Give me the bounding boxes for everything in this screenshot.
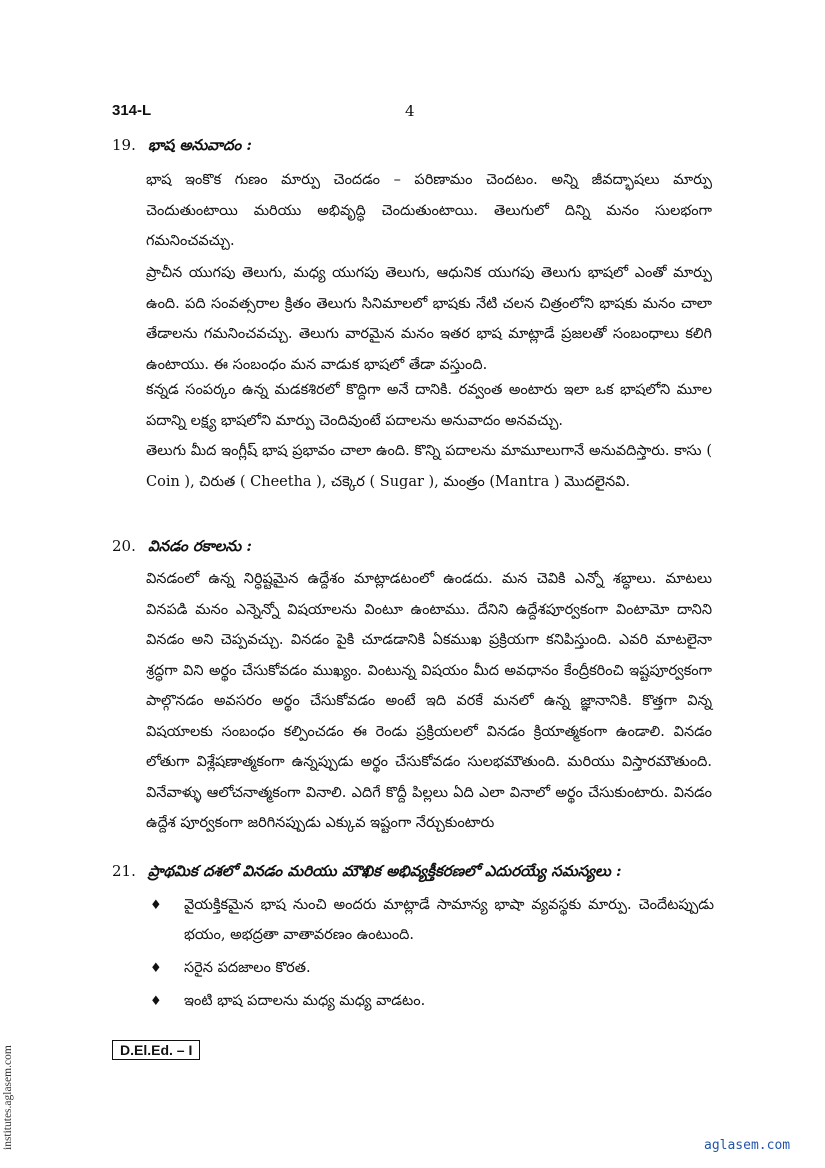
q20-paragraph: వినడంలో ఉన్న నిర్ధిష్టమైన ఉద్దేశం మాట్లాడటంలో ఉండదు. మన చెవికి ఎన్నో శబ్ధాలు. మాటలు వినపడి మనం ఎన్నెన్నో విషయాలను వింటూ ఉంటాము. దేనిని ఉద్దేశపూర్వకంగా వింటామో దానిని వినడం అని చెప్పవచ్చు. వినడం పైకి చూడడానికి ఏకముఖ ప్రక్రియగా కనిపిస్తుంది. ఎవరి మాటలైనా శ్రద్ధగా విని అర్థం చేసుకోవడం ముఖ్యం. వింటున్న విషయం మీద అవధానం కేంద్రీకరించి ఇష్టపూర్వకంగా పాల్గొనడం అవసరం అర్థం చేసుకోవడం అంటే ఇది వరకే మనలో ఉన్న జ్ఞానానికి. కొత్తగా విన్న విషయాలకు సంబంధం కల్పించడం ఈ రెండు ప్రక్రియలలో వినడం క్రియాత్మకంగా ఉండాలి. వినడం లోతుగా విశ్లేషణాత్మకంగా ఉన్నప్పుడు అర్థం చేసుకోవడం సులభమౌతుంది. మరియు విస్తారమౌతుంది. వినేవాళ్ళు ఆలోచనాత్మకంగా వినాలి. ఎదిగే కొద్దీ పిల్లలు ఏది ఎలా వినాలో అర్థం చేసుకుంటారు. వినడం ఉద్దేశ పూర్వకంగా జరిగినప్పుడు ఎక్కువ ఇష్టంగా నేర్చుకుంటారు xyxy=(146,571,712,831)
q19-paragraph-2: ప్రాచీన యుగపు తెలుగు, మధ్య యుగపు తెలుగు, ఆధునిక యుగపు తెలుగు భాషలో ఎంతో మార్పు ఉంది. పది సంవత్సరాల క్రితం తెలుగు సినిమాలలో భాషకు నేటి చలన చిత్రంలోని భాషకు మనం చాలా తేడాలను గమనించవచ్చు. తెలుగు వారమైన మనం ఇతర భాష మాట్లాడే ప్రజలతో సంబంధాలు కలిగి ఉంటాయు. ఈ సంబంధం మన వాడుక భాషలో తేడా వస్తుంది. xyxy=(146,265,712,373)
question-19-heading: భాష అనువాదం : xyxy=(148,136,252,154)
q19-paragraph-3: కన్నడ సంపర్కం ఉన్న మడకశిరలో కొద్దిగా అనే దానికి. రవ్వంత అంటారు ఇలా ఒక భాషలోని మూల పదాన్ని లక్ష్య భాషలోని మార్పు చెందివుంటే పదాలను అనువాదం అనవచ్చు. xyxy=(146,382,712,429)
side-watermark: institutes.aglasem.com xyxy=(2,1045,14,1150)
q19-paragraph-4: తెలుగు మీద ఇంగ్లీష్ భాష ప్రభావం చాలా ఉంది. కొన్ని పదాలను మామూలుగానే అనువదిస్తారు. కాసు ( Coin ), చిరుత ( Cheetha ), చక్కెర ( Sugar ), మంత్రం (Mantra ) మొదలైనవి. xyxy=(146,443,712,490)
q19-paragraph-1: భాష ఇంకొక గుణం మార్పు చెందడం – పరిణామం చెందటం. అన్ని జీవద్భాషలు మార్పు చెందుతుంటాయి మరియు అభివృద్ధి చెందుతుంటాయి. తెలుగులో దిన్ని మనం సులభంగా గమనించవచ్చు. xyxy=(146,172,712,249)
paper-code: 314-L xyxy=(112,102,152,119)
question-21-heading: ప్రాథమిక దశలో వినడం మరియు మౌఖిక అభివ్యక్తీకరణలో ఎదురయ్యే సమస్యలు : xyxy=(148,862,622,880)
page-number: 4 xyxy=(405,102,415,120)
question-20-heading: వినడం రకాలను : xyxy=(148,537,252,555)
bullet-icon: ♦ xyxy=(150,994,162,1009)
q21-bullet-3: ఇంటి భాష పదాలను మధ్య మధ్య వాడటం. xyxy=(184,993,426,1009)
question-19-number: 19. xyxy=(112,136,136,154)
question-20-number: 20. xyxy=(112,537,136,555)
course-label-box: D.El.Ed. – I xyxy=(112,1040,200,1060)
bullet-icon: ♦ xyxy=(150,898,162,913)
question-21-number: 21. xyxy=(112,862,136,880)
bullet-icon: ♦ xyxy=(150,961,162,976)
q21-bullet-2: సరైన పదజాలం కొరత. xyxy=(184,960,311,976)
brand-watermark: aglasem.com xyxy=(704,1138,791,1153)
q21-bullet-1: వైయక్తికమైన భాష నుంచి అందరు మాట్లాడే సామాన్య భాషా వ్యవస్థకు మార్పు. చెందేటప్పుడు భయం, అభద్రతా వాతావరణం ఉంటుంది. xyxy=(184,897,714,943)
